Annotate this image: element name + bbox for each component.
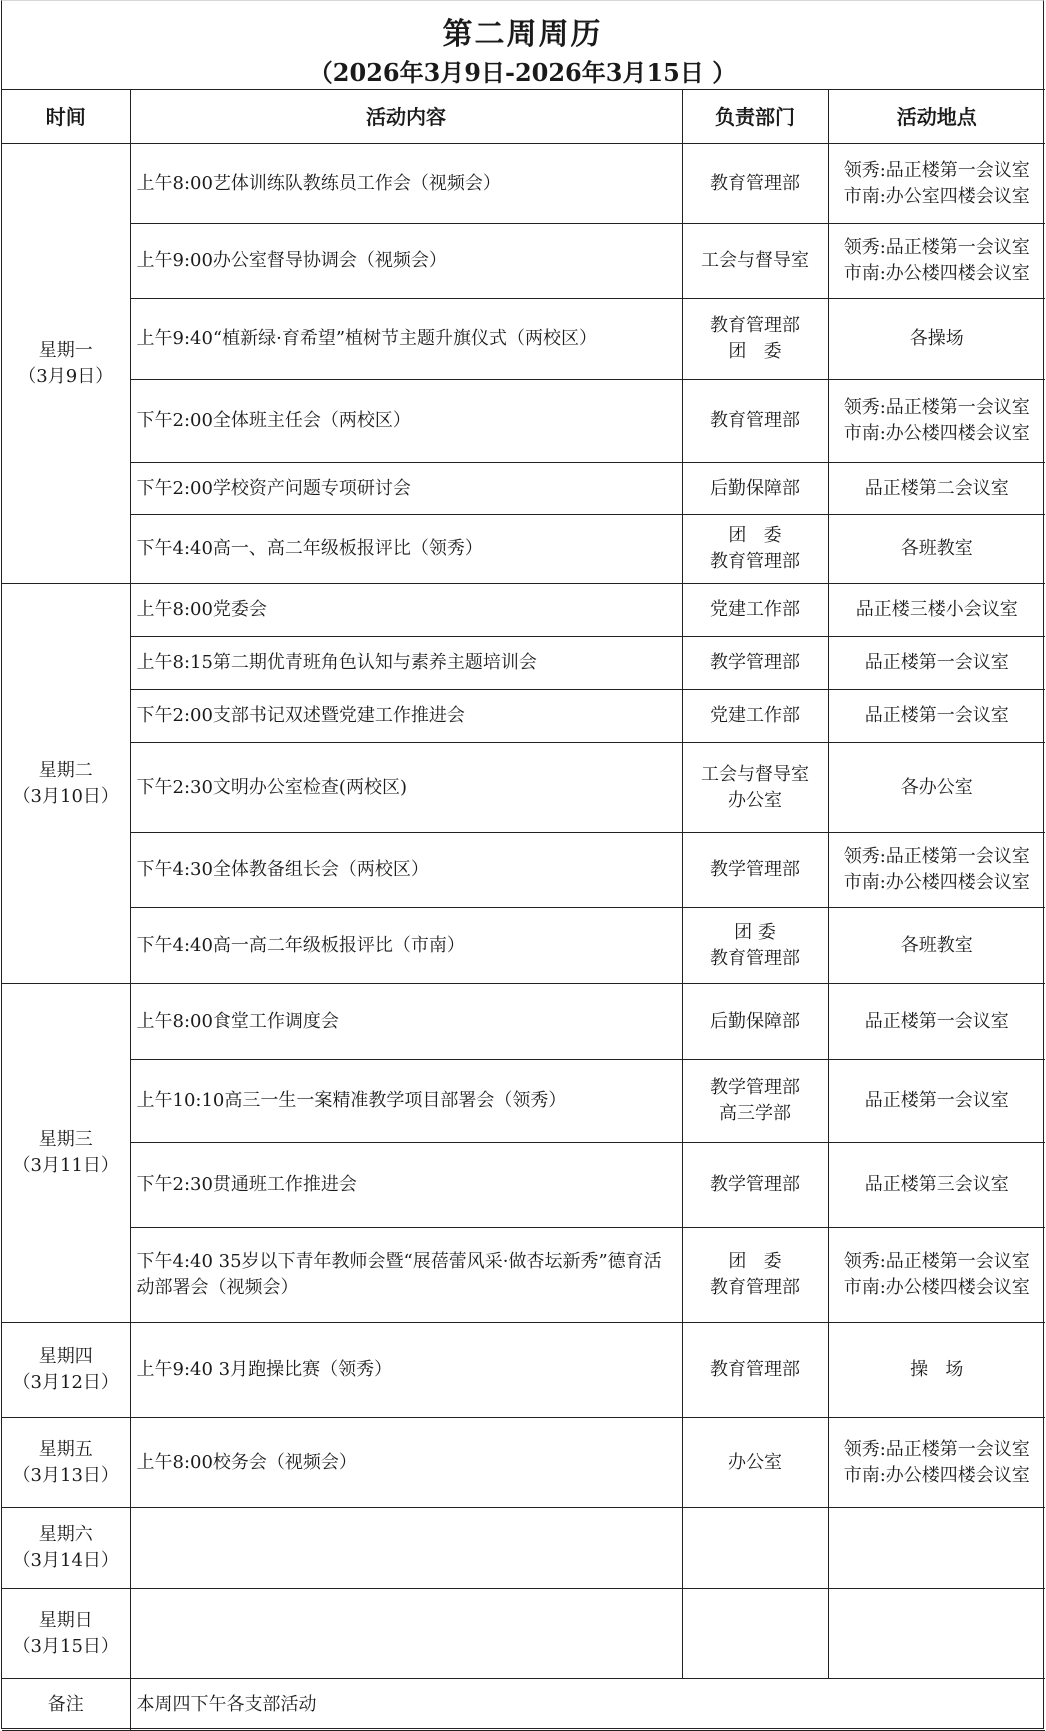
day-cell	[2, 1418, 130, 1508]
location-line: 市南:办公楼四楼会议室	[843, 423, 1030, 444]
department-line: 团 委	[728, 1251, 782, 1272]
day-date: （3月9日）	[18, 365, 114, 387]
location-cell	[828, 1418, 1045, 1508]
department-line: 后勤保障部	[710, 1010, 800, 1032]
department-line: 教育管理部	[710, 315, 800, 336]
event-row	[2, 380, 1045, 463]
note-row	[2, 1679, 1045, 1731]
department-cell	[682, 1323, 828, 1418]
day-name: 星期三	[38, 1129, 93, 1150]
page-title: 第二周周历	[442, 17, 603, 52]
column-header-time: 时间	[2, 90, 130, 144]
department-cell	[682, 984, 828, 1060]
department-cell	[682, 463, 828, 515]
day-date: （3月13日）	[12, 1464, 119, 1486]
day-cell	[2, 584, 130, 984]
department-cell	[682, 908, 828, 984]
event-row	[2, 463, 1045, 515]
location-line: 品正楼第一会议室	[864, 1090, 1009, 1111]
department-line: 教学管理部	[710, 652, 800, 673]
location-cell	[828, 515, 1045, 584]
location-line: 品正楼第二会议室	[864, 477, 1009, 499]
location-line: 各操场	[909, 328, 964, 349]
department-line: 团 委	[734, 921, 776, 943]
day-date: （3月15日）	[12, 1635, 119, 1657]
department-line: 教学管理部	[710, 1174, 800, 1195]
event-row	[2, 1418, 1045, 1508]
event-row	[2, 984, 1045, 1060]
location-line: 品正楼第一会议室	[864, 652, 1009, 673]
department-line: 党建工作部	[710, 599, 800, 620]
activity-cell: 下午2:00支部书记双述暨党建工作推进会	[130, 690, 682, 743]
location-cell	[828, 1228, 1045, 1323]
activity-cell: 上午10:10高三一生一案精准教学项目部署会（领秀）	[130, 1060, 682, 1143]
location-cell	[828, 1508, 1045, 1589]
location-line: 市南:办公楼四楼会议室	[843, 1277, 1030, 1298]
location-cell	[828, 144, 1045, 224]
location-cell	[828, 1143, 1045, 1228]
department-line: 团 委	[728, 525, 782, 546]
activity-cell: 上午8:00食堂工作调度会	[130, 984, 682, 1060]
department-cell	[682, 584, 828, 637]
department-line: 高三学部	[719, 1103, 791, 1124]
day-cell	[2, 984, 130, 1323]
location-line: 品正楼三楼小会议室	[855, 599, 1018, 620]
department-cell	[682, 1060, 828, 1143]
day-date: （3月14日）	[12, 1550, 119, 1571]
department-line: 教育管理部	[710, 947, 800, 969]
event-row	[2, 637, 1045, 690]
location-line: 各办公室	[900, 776, 973, 798]
location-cell	[828, 380, 1045, 463]
department-cell	[682, 833, 828, 908]
day-cell	[2, 1508, 130, 1589]
event-row	[2, 833, 1045, 908]
department-cell	[682, 299, 828, 380]
day-date: （3月12日）	[12, 1372, 119, 1393]
location-line: 市南:办公室四楼会议室	[843, 185, 1030, 207]
event-row	[2, 1143, 1045, 1228]
event-row	[2, 224, 1045, 299]
day-name: 星期二	[38, 759, 93, 781]
location-cell	[828, 224, 1045, 299]
weekly-calendar-sheet	[1, 0, 1044, 1729]
location-cell	[828, 584, 1045, 637]
day-name: 星期四	[38, 1346, 93, 1367]
location-line: 市南:办公楼四楼会议室	[843, 872, 1030, 893]
department-line: 教学管理部	[710, 1077, 800, 1098]
day-cell	[2, 1323, 130, 1418]
location-line: 操 场	[910, 1359, 964, 1380]
event-row	[2, 690, 1045, 743]
column-header-location: 活动地点	[828, 90, 1045, 144]
location-cell	[828, 299, 1045, 380]
department-line: 教学管理部	[710, 859, 800, 880]
department-cell	[682, 224, 828, 299]
location-line: 领秀:品正楼第一会议室	[843, 1251, 1030, 1272]
event-row	[2, 584, 1045, 637]
event-row	[2, 1060, 1045, 1143]
location-line: 各班教室	[900, 538, 973, 559]
activity-cell: 上午8:00校务会（视频会）	[130, 1418, 682, 1508]
department-line: 教育管理部	[710, 1277, 800, 1298]
location-cell	[828, 1589, 1045, 1679]
day-name: 星期一	[38, 339, 93, 361]
location-cell	[828, 1060, 1045, 1143]
location-line: 领秀:品正楼第一会议室	[843, 237, 1030, 258]
location-cell	[828, 908, 1045, 984]
location-line: 各班教室	[900, 934, 973, 956]
department-line: 工会与督导室	[701, 763, 809, 785]
department-cell	[682, 743, 828, 833]
department-line: 教育管理部	[710, 410, 800, 431]
column-header-department: 负责部门	[682, 90, 828, 144]
department-cell	[682, 1228, 828, 1323]
event-row	[2, 1323, 1045, 1418]
event-row	[2, 144, 1045, 224]
location-cell	[828, 637, 1045, 690]
location-line: 品正楼第一会议室	[864, 1010, 1009, 1032]
location-cell	[828, 1323, 1045, 1418]
schedule-table	[2, 89, 1045, 1731]
day-cell	[2, 1589, 130, 1679]
location-cell	[828, 690, 1045, 743]
location-line: 领秀:品正楼第一会议室	[843, 159, 1030, 181]
day-name: 星期五	[38, 1438, 93, 1460]
event-row	[2, 1508, 1045, 1589]
location-line: 市南:办公楼四楼会议室	[843, 263, 1030, 284]
date-range-subtitle: （2026年3月9日-2026年3月15日 ）	[308, 58, 737, 87]
department-line: 工会与督导室	[701, 250, 809, 271]
department-line: 教育管理部	[710, 1359, 800, 1380]
department-line: 教育管理部	[710, 551, 800, 572]
location-line: 品正楼第一会议室	[864, 705, 1009, 726]
location-line: 领秀:品正楼第一会议室	[843, 397, 1030, 418]
note-label: 备注	[2, 1679, 130, 1731]
department-cell	[682, 637, 828, 690]
activity-cell: 上午9:40“植新绿·育希望”植树节主题升旗仪式（两校区）	[130, 299, 682, 380]
day-date: （3月11日）	[12, 1155, 119, 1176]
activity-cell: 上午9:40 3月跑操比赛（领秀）	[130, 1323, 682, 1418]
header-row	[2, 90, 1045, 144]
department-line: 办公室	[728, 1451, 782, 1473]
location-cell	[828, 463, 1045, 515]
activity-cell: 下午4:40高一高二年级板报评比（市南）	[130, 908, 682, 984]
department-cell	[682, 1589, 828, 1679]
location-cell	[828, 984, 1045, 1060]
activity-cell: 上午8:15第二期优青班角色认知与素养主题培训会	[130, 637, 682, 690]
note-text: 本周四下午各支部活动	[130, 1679, 1045, 1731]
location-cell	[828, 743, 1045, 833]
activity-cell: 下午2:30贯通班工作推进会	[130, 1143, 682, 1228]
location-line: 市南:办公楼四楼会议室	[843, 1464, 1030, 1486]
department-cell	[682, 1508, 828, 1589]
activity-cell	[130, 1589, 682, 1679]
department-cell	[682, 1418, 828, 1508]
location-line: 领秀:品正楼第一会议室	[843, 1438, 1030, 1460]
location-line: 品正楼第三会议室	[864, 1174, 1009, 1195]
location-line: 领秀:品正楼第一会议室	[843, 846, 1030, 867]
event-row	[2, 299, 1045, 380]
department-line: 办公室	[728, 789, 782, 811]
activity-cell: 上午9:00办公室督导协调会（视频会）	[130, 224, 682, 299]
activity-cell: 下午4:40 35岁以下青年教师会暨“展蓓蕾风采·做杏坛新秀”德育活动部署会（视频会）	[130, 1228, 682, 1323]
department-cell	[682, 515, 828, 584]
event-row	[2, 743, 1045, 833]
day-date: （3月10日）	[12, 785, 119, 807]
department-line: 教育管理部	[710, 172, 800, 194]
activity-cell: 下午2:30文明办公室检查(两校区)	[130, 743, 682, 833]
activity-cell: 上午8:00艺体训练队教练员工作会（视频会）	[130, 144, 682, 224]
department-line: 后勤保障部	[710, 477, 800, 499]
activity-cell: 下午4:40高一、高二年级板报评比（领秀）	[130, 515, 682, 584]
department-cell	[682, 1143, 828, 1228]
event-row	[2, 1589, 1045, 1679]
activity-cell: 下午2:00学校资产问题专项研讨会	[130, 463, 682, 515]
activity-cell: 上午8:00党委会	[130, 584, 682, 637]
department-cell	[682, 380, 828, 463]
activity-cell: 下午4:30全体教备组长会（两校区）	[130, 833, 682, 908]
event-row	[2, 515, 1045, 584]
location-cell	[828, 833, 1045, 908]
department-line: 团 委	[728, 341, 782, 362]
day-cell	[2, 144, 130, 584]
column-header-activity: 活动内容	[130, 90, 682, 144]
activity-cell	[130, 1508, 682, 1589]
day-name: 星期六	[38, 1524, 93, 1545]
activity-cell: 下午2:00全体班主任会（两校区）	[130, 380, 682, 463]
day-name: 星期日	[38, 1609, 93, 1631]
department-line: 党建工作部	[710, 705, 800, 726]
department-cell	[682, 144, 828, 224]
department-cell	[682, 690, 828, 743]
event-row	[2, 1228, 1045, 1323]
event-row	[2, 908, 1045, 984]
